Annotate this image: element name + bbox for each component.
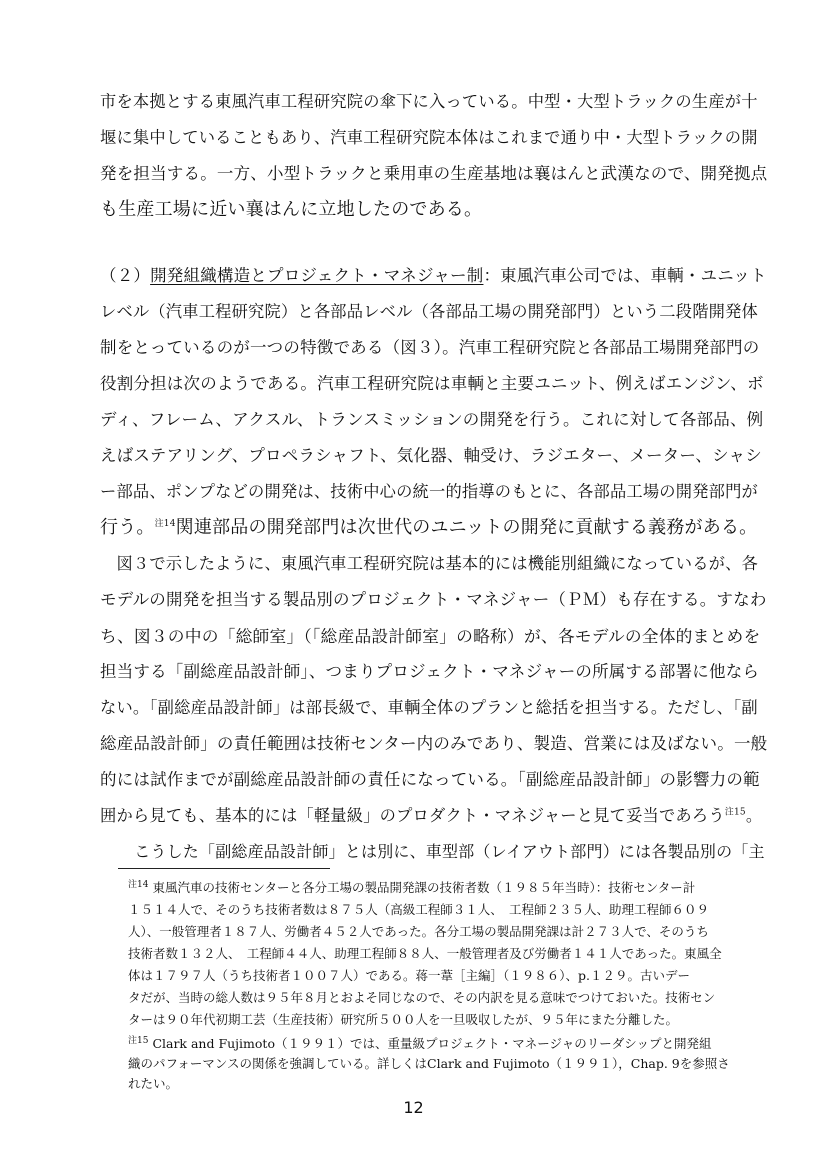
body-line: 発を担当する。一方、小型トラックと乗用車の生産基地は襄はんと武漢なので、開発拠点 xyxy=(100,164,768,183)
body-line: 制をとっているのが一つの特徴である（図３）。汽車工程研究院と各部品工場開発部門の xyxy=(100,338,760,357)
footnote-line: ターは９０年代初期工芸（生産技術）研究所５００人を一旦吸収したが、９５年にまた分離した。 xyxy=(128,1012,679,1027)
footnote-line: 技術者数１３２人、 工程師４４人、助理工程師８８人、一般管理者及び労働者１４１人であった。東風全 xyxy=(128,946,722,961)
footnote-text: Clark and Fujimoto（１９９１）では、重量級プロジェクト・マネージャのリーダシップと開発組 xyxy=(152,1036,712,1051)
body-line xyxy=(100,806,767,826)
body-line: ー部品、ポンプなどの開発は、技術中心の統一的指導のもとに、各部品工場の開発部門が xyxy=(100,482,758,501)
footnote-line: 人）、一般管理者１８７人、労働者４５２人であった。各分工場の製品開発課は計２７３人で、そのうち xyxy=(128,924,709,939)
body-line: こうした「副総産品設計師」とは別に、車型部（レイアウト部門）には各製品別の「主 xyxy=(118,842,765,861)
section-number: （２） xyxy=(100,266,151,285)
footnote-line xyxy=(128,880,767,896)
footnote-ref: 注14 xyxy=(154,519,176,529)
body-line: レベル（汽車工程研究院）と各部品レベル（各部品工場の開発部門）という二段階開発体 xyxy=(100,302,758,321)
footnote-line: 織のパフォーマンスの関係を強調している。詳しくはClark and Fujimoto（１９９１），Chap. 9を参照さ xyxy=(128,1056,730,1071)
body-line: 図３で示したように、東風汽車工程研究院は基本的には機能別組織になっているが、各 xyxy=(100,554,758,573)
body-text: 。 xyxy=(745,806,763,825)
body-line xyxy=(100,518,767,538)
body-line: ディ、フレーム、アクスル、トランスミッションの開発を行う。これに対して各部品、例 xyxy=(100,410,764,429)
footnote-text: 東風汽車の技術センターと各分工場の製品開発課の技術者数（１９８５年当時）：技術センター計 xyxy=(152,880,696,895)
body-line: えばステアリング、プロペラシャフト、気化器、軸受け、ラジエター、メーター、シャシ xyxy=(100,446,762,465)
body-text: 行う。 xyxy=(100,517,155,538)
footnote-line: 体は１７９７人（うち技術者１００７人）である。蒋一葦［主編］（１９８６）、p.１２９。古いデー xyxy=(128,968,690,983)
footnote-line: １５１４人で、そのうち技術者数は８７５人（高級工程師３１人、 工程師２３５人、助理工程師６０９ xyxy=(128,902,710,917)
footnote-marker: 注14 xyxy=(128,879,149,890)
footnote-line xyxy=(128,1036,767,1052)
body-line: モデルの開発を担当する製品別のプロジェクト・マネジャー（ＰＭ）も存在する。すなわ xyxy=(100,590,767,609)
footnote-divider xyxy=(118,868,330,869)
footnote-ref: 注15 xyxy=(724,807,746,818)
body-line: 担当する「副総産品設計師」、つまりプロジェクト・マネジャーの所属する部署に他なら xyxy=(100,662,760,681)
body-line: 市を本拠とする東風汽車工程研究院の傘下に入っている。中型・大型トラックの生産が十 xyxy=(100,92,758,111)
footnote-line: タだが、当時の総人数は９５年８月とおよそ同じなので、その内訳を見る意味でつけておいた。技術セン xyxy=(128,990,716,1005)
body-line: 堰に集中していることもあり、汽車工程研究院本体はこれまで通り中・大型トラックの開 xyxy=(100,128,758,147)
body-text: 囲から見ても、基本的には「軽量級」のプロダクト・マネジャーと見て妥当であろう xyxy=(100,806,725,825)
section-title: 開発組織構造とプロジェクト・マネジャー制 xyxy=(150,266,484,285)
body-line: 役割分担は次のようである。汽車工程研究院は車輌と主要ユニット、例えばエンジン、ボ xyxy=(100,374,764,393)
body-line: 総産品設計師」の責任範囲は技術センター内のみであり、製造、営業には及ばない。一般 xyxy=(100,734,768,753)
body-line: も生産工場に近い襄はんに立地したのである。 xyxy=(100,199,483,220)
footnote-marker: 注15 xyxy=(128,1035,149,1046)
footnote-line: れたい。 xyxy=(128,1076,179,1091)
page-number: 12 xyxy=(403,1098,424,1117)
body-text: ：東風汽車公司では、車輌・ユニット xyxy=(483,266,767,285)
section-heading-line xyxy=(100,266,767,286)
body-text: 関連部品の開発部門は次世代のユニットの開発に貢献する義務がある。 xyxy=(175,517,758,538)
body-line: 的には試作までが副総産品設計師の責任になっている。「副総産品設計師」の影響力の範 xyxy=(100,770,760,789)
body-line: ち、図３の中の「総師室」（「総産品設計師室」の略称）が、各モデルの全体的まとめを xyxy=(100,626,761,646)
body-line: ない。「副総産品設計師」は部長級で、車輌全体のプランと総括を担当する。ただし、「副 xyxy=(100,698,758,717)
